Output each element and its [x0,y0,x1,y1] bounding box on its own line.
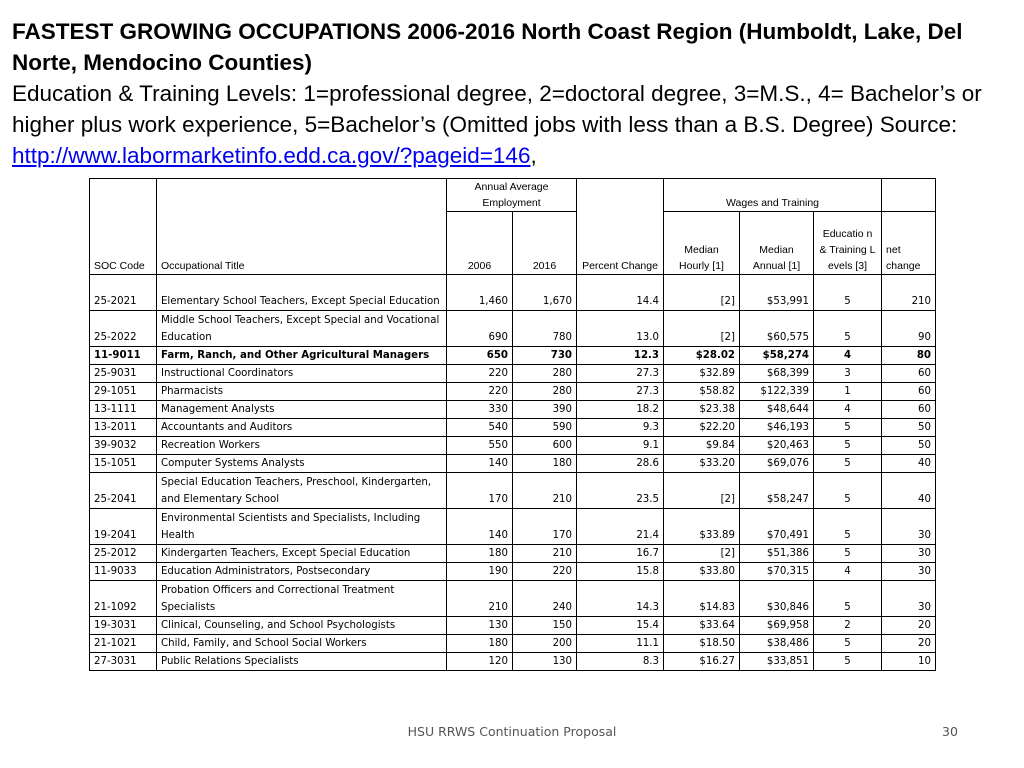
cell-pct: 13.0 [577,311,664,347]
cell-pct: 9.1 [577,437,664,455]
cell-annual: $46,193 [740,419,814,437]
cell-hourly: $16.27 [664,653,740,671]
cell-y2006: 190 [447,563,513,581]
cell-hourly: $22.20 [664,419,740,437]
cell-y2016: 780 [513,311,577,347]
cell-y2016: 600 [513,437,577,455]
table-row [90,653,936,671]
cell-y2006: 330 [447,401,513,419]
cell-net: 60 [882,401,936,419]
subtitle-end: , [530,143,537,168]
table-row [90,563,936,581]
cell-y2006: 130 [447,617,513,635]
cell-edu: 5 [814,581,882,617]
cell-soc: 11-9033 [90,563,157,581]
cell-soc: 25-2041 [90,473,157,509]
cell-net: 40 [882,455,936,473]
cell-hourly: $33.89 [664,509,740,545]
header-2016: 2016 [513,212,577,275]
cell-title: Elementary School Teachers, Except Special Education [157,275,447,311]
header-net-change: net change [882,212,936,275]
cell-annual: $48,644 [740,401,814,419]
cell-pct: 21.4 [577,509,664,545]
cell-edu: 5 [814,419,882,437]
cell-y2006: 140 [447,509,513,545]
cell-y2016: 390 [513,401,577,419]
cell-pct: 8.3 [577,653,664,671]
cell-title: Environmental Scientists and Specialists, Including Health [157,509,447,545]
cell-pct: 16.7 [577,545,664,563]
table-row [90,455,936,473]
cell-edu: 1 [814,383,882,401]
cell-hourly: $32.89 [664,365,740,383]
cell-hourly: $9.84 [664,437,740,455]
slide-title: FASTEST GROWING OCCUPATIONS 2006-2016 North Coast Region (Humboldt, Lake, Del Norte, Mendocino Counties) [12,19,963,75]
cell-net: 30 [882,509,936,545]
cell-net: 80 [882,347,936,365]
cell-annual: $30,846 [740,581,814,617]
cell-annual: $51,386 [740,545,814,563]
cell-hourly: $14.83 [664,581,740,617]
header-education-levels: Educatio n & Training Levels [3] [814,212,882,275]
cell-edu: 4 [814,347,882,365]
cell-annual: $20,463 [740,437,814,455]
header-title: Occupational Title [157,179,447,275]
footer-text: HSU RRWS Continuation Proposal [407,724,617,739]
cell-pct: 9.3 [577,419,664,437]
cell-annual: $69,958 [740,617,814,635]
table-row [90,545,936,563]
cell-pct: 11.1 [577,635,664,653]
cell-title: Special Education Teachers, Preschool, Kindergarten, and Elementary School [157,473,447,509]
cell-hourly: $58.82 [664,383,740,401]
header-blank [882,179,936,212]
cell-soc: 29-1051 [90,383,157,401]
table-row [90,437,936,455]
table-row [90,581,936,617]
table-row [90,275,936,311]
cell-title: Middle School Teachers, Except Special and Vocational Education [157,311,447,347]
cell-soc: 27-3031 [90,653,157,671]
cell-y2016: 210 [513,473,577,509]
cell-y2006: 540 [447,419,513,437]
cell-hourly: $33.20 [664,455,740,473]
cell-net: 50 [882,437,936,455]
cell-net: 20 [882,617,936,635]
table-row [90,419,936,437]
cell-soc: 15-1051 [90,455,157,473]
cell-edu: 4 [814,401,882,419]
cell-y2016: 590 [513,419,577,437]
cell-title: Clinical, Counseling, and School Psychologists [157,617,447,635]
cell-y2016: 280 [513,365,577,383]
cell-y2016: 240 [513,581,577,617]
cell-title: Computer Systems Analysts [157,455,447,473]
cell-title: Kindergarten Teachers, Except Special Education [157,545,447,563]
cell-y2006: 180 [447,545,513,563]
header-group-wages: Wages and Training [664,179,882,212]
cell-annual: $122,339 [740,383,814,401]
cell-soc: 19-2041 [90,509,157,545]
cell-pct: 14.3 [577,581,664,617]
cell-y2006: 650 [447,347,513,365]
cell-annual: $58,274 [740,347,814,365]
cell-pct: 23.5 [577,473,664,509]
cell-edu: 5 [814,545,882,563]
cell-soc: 39-9032 [90,437,157,455]
header-median-hourly: Median Hourly [1] [664,212,740,275]
cell-y2006: 120 [447,653,513,671]
cell-edu: 5 [814,653,882,671]
cell-annual: $60,575 [740,311,814,347]
cell-net: 90 [882,311,936,347]
cell-y2006: 220 [447,365,513,383]
cell-title: Management Analysts [157,401,447,419]
cell-pct: 27.3 [577,383,664,401]
header-group-employment: Annual Average Employment [447,179,577,212]
table-row [90,311,936,347]
cell-soc: 25-2021 [90,275,157,311]
cell-y2016: 210 [513,545,577,563]
cell-title: Recreation Workers [157,437,447,455]
cell-edu: 5 [814,509,882,545]
occupations-table [89,178,936,671]
cell-net: 30 [882,581,936,617]
header-soc: SOC Code [90,179,157,275]
cell-hourly: [2] [664,275,740,311]
cell-annual: $69,076 [740,455,814,473]
cell-annual: $58,247 [740,473,814,509]
cell-title: Instructional Coordinators [157,365,447,383]
cell-y2016: 150 [513,617,577,635]
cell-title: Public Relations Specialists [157,653,447,671]
cell-annual: $33,851 [740,653,814,671]
cell-y2016: 170 [513,509,577,545]
cell-hourly: $23.38 [664,401,740,419]
cell-y2016: 730 [513,347,577,365]
cell-soc: 19-3031 [90,617,157,635]
cell-title: Accountants and Auditors [157,419,447,437]
table-row [90,509,936,545]
cell-hourly: $18.50 [664,635,740,653]
table-row [90,365,936,383]
cell-annual: $38,486 [740,635,814,653]
cell-edu: 3 [814,365,882,383]
cell-title: Pharmacists [157,383,447,401]
cell-edu: 5 [814,437,882,455]
cell-y2006: 140 [447,455,513,473]
cell-net: 50 [882,419,936,437]
cell-y2016: 1,670 [513,275,577,311]
table-row [90,401,936,419]
cell-title: Education Administrators, Postsecondary [157,563,447,581]
cell-hourly: $33.80 [664,563,740,581]
cell-y2016: 130 [513,653,577,671]
cell-y2006: 170 [447,473,513,509]
slide-subtitle: Education & Training Levels: 1=professional degree, 2=doctoral degree, 3=M.S., 4= Bachelor’s or higher plus work experience, 5=Bachelor’s (Omitted jobs with less than a B.S. Degree) Source: [12,81,982,137]
cell-edu: 5 [814,635,882,653]
cell-y2006: 210 [447,581,513,617]
table-row [90,347,936,365]
cell-edu: 5 [814,455,882,473]
cell-annual: $70,491 [740,509,814,545]
cell-y2016: 220 [513,563,577,581]
cell-net: 10 [882,653,936,671]
cell-y2016: 180 [513,455,577,473]
cell-hourly: [2] [664,311,740,347]
cell-pct: 15.8 [577,563,664,581]
cell-y2016: 200 [513,635,577,653]
cell-edu: 5 [814,473,882,509]
cell-pct: 28.6 [577,455,664,473]
cell-title: Child, Family, and School Social Workers [157,635,447,653]
header-2006: 2006 [447,212,513,275]
table-row [90,473,936,509]
cell-net: 20 [882,635,936,653]
cell-net: 30 [882,563,936,581]
page-number: 30 [942,724,958,739]
cell-edu: 4 [814,563,882,581]
cell-y2006: 550 [447,437,513,455]
cell-soc: 13-1111 [90,401,157,419]
cell-soc: 25-2012 [90,545,157,563]
header-percent-change: Percent Change [577,179,664,275]
cell-net: 30 [882,545,936,563]
cell-annual: $53,991 [740,275,814,311]
table-row [90,617,936,635]
cell-pct: 12.3 [577,347,664,365]
cell-hourly: $33.64 [664,617,740,635]
cell-net: 40 [882,473,936,509]
cell-annual: $70,315 [740,563,814,581]
cell-y2006: 220 [447,383,513,401]
cell-net: 210 [882,275,936,311]
cell-soc: 13-2011 [90,419,157,437]
cell-edu: 2 [814,617,882,635]
cell-hourly: [2] [664,545,740,563]
header-median-annual: Median Annual [1] [740,212,814,275]
cell-pct: 18.2 [577,401,664,419]
cell-y2006: 180 [447,635,513,653]
cell-net: 60 [882,365,936,383]
cell-y2016: 280 [513,383,577,401]
cell-annual: $68,399 [740,365,814,383]
cell-soc: 25-9031 [90,365,157,383]
table-row [90,635,936,653]
cell-y2006: 1,460 [447,275,513,311]
cell-hourly: [2] [664,473,740,509]
cell-soc: 21-1092 [90,581,157,617]
cell-soc: 21-1021 [90,635,157,653]
cell-pct: 15.4 [577,617,664,635]
cell-soc: 25-2022 [90,311,157,347]
cell-pct: 27.3 [577,365,664,383]
cell-y2006: 690 [447,311,513,347]
cell-hourly: $28.02 [664,347,740,365]
cell-soc: 11-9011 [90,347,157,365]
slide-heading [12,16,1002,171]
cell-net: 60 [882,383,936,401]
table-row [90,383,936,401]
cell-pct: 14.4 [577,275,664,311]
cell-edu: 5 [814,311,882,347]
source-link[interactable]: http://www.labormarketinfo.edd.ca.gov/?pageid=146 [12,143,531,168]
cell-edu: 5 [814,275,882,311]
cell-title: Farm, Ranch, and Other Agricultural Managers [157,347,447,365]
cell-title: Probation Officers and Correctional Treatment Specialists [157,581,447,617]
